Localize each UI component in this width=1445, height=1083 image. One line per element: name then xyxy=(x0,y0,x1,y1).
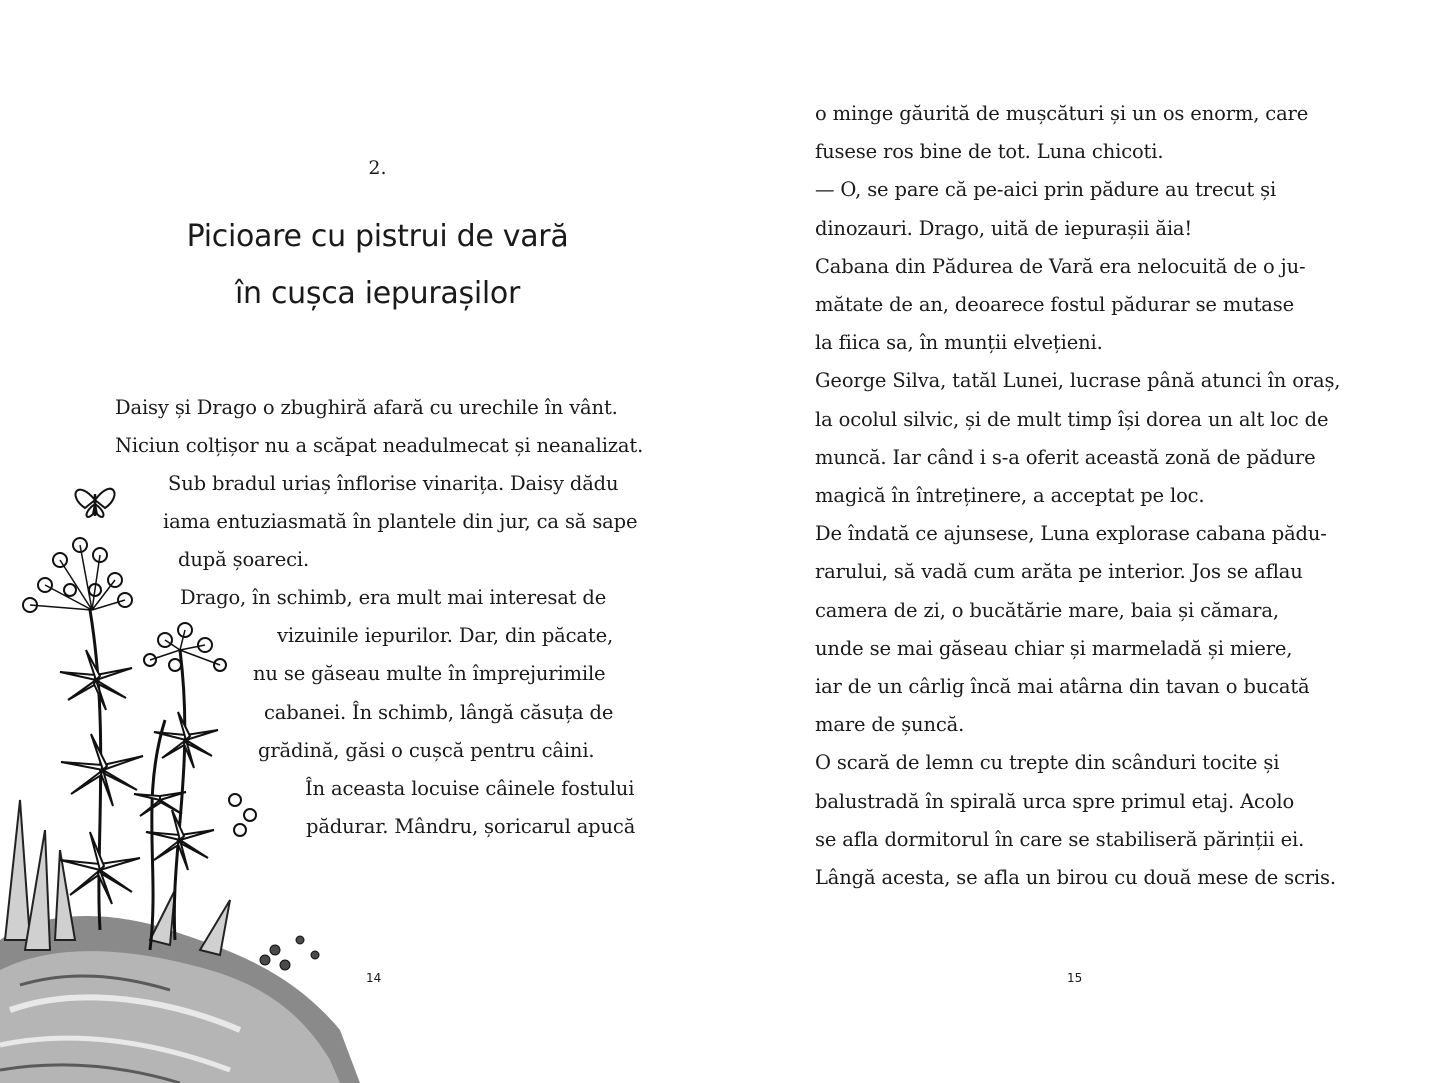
text-line: De îndată ce ajunsese, Luna explorase cabana pădu- xyxy=(815,522,1327,546)
text-line: se afla dormitorul în care se stabiliseră părinții ei. xyxy=(815,827,1305,851)
chapter-title-line: în cușca iepurașilor xyxy=(235,276,520,311)
text-line: vizuinile iepurilor. Dar, din păcate, xyxy=(277,624,614,647)
text-line: iama entuziasmată în plantele din jur, ca să sape xyxy=(163,510,638,533)
text-line: la ocolul silvic, și de mult timp își dorea un alt loc de xyxy=(815,407,1329,431)
chapter-title-line: Picioare cu pistrui de vară xyxy=(186,219,569,254)
text-line: muncă. Iar când i s-a oferit această zonă de pădure xyxy=(815,445,1316,469)
text-line: balustradă în spirală urca spre primul etaj. Acolo xyxy=(815,789,1295,813)
text-line: George Silva, tatăl Lunei, lucrase până atunci în oraș, xyxy=(815,369,1341,393)
page-number-right: 15 xyxy=(1067,971,1083,985)
text-line: magică în întreținere, a acceptat pe loc. xyxy=(815,484,1205,508)
text-line: după șoareci. xyxy=(178,548,309,571)
text-line: Drago, în schimb, era mult mai interesat de xyxy=(180,586,607,609)
text-line: dinozauri. Drago, uită de iepurașii ăia! xyxy=(815,216,1193,240)
left-page xyxy=(0,0,722,1083)
text-line: O scară de lemn cu trepte din scânduri tocite și xyxy=(815,751,1280,775)
text-line: iar de un cârlig încă mai atârna din tavan o bucată xyxy=(815,675,1310,699)
text-line: camera de zi, o bucătărie mare, baia și cămara, xyxy=(815,598,1279,622)
text-line: fusese ros bine de tot. Luna chicoti. xyxy=(815,140,1164,164)
text-line: mătate de an, deoarece fostul pădurar se mutase xyxy=(815,293,1295,317)
text-line: nu se găseau multe în împrejurimile xyxy=(253,662,606,685)
text-line: Lângă acesta, se afla un birou cu două mese de scris. xyxy=(815,866,1336,890)
chapter-number: 2. xyxy=(368,157,387,179)
chapter-title xyxy=(0,208,755,322)
text-line: mare de șuncă. xyxy=(815,713,965,737)
body-text xyxy=(815,95,1415,897)
text-line: pădurar. Mândru, șoricarul apucă xyxy=(306,815,636,838)
text-line: În aceasta locuise câinele fostului xyxy=(305,777,635,800)
text-line: cabanei. În schimb, lângă căsuța de xyxy=(264,701,614,724)
text-line: Sub bradul uriaș înflorise vinarița. Daisy dădu xyxy=(168,472,619,495)
text-line: rarului, să vadă cum arăta pe interior. Jos se aflau xyxy=(815,560,1303,584)
text-line: Daisy și Drago o zbughiră afară cu urechile în vânt. xyxy=(115,396,618,419)
right-page xyxy=(722,0,1445,1083)
text-line: Niciun colțișor nu a scăpat neadulmecat și neanalizat. xyxy=(115,434,644,457)
text-line: unde se mai găseau chiar și marmeladă și miere, xyxy=(815,636,1293,660)
page-number-left: 14 xyxy=(366,971,382,985)
text-line: o minge găurită de mușcături și un os enorm, care xyxy=(815,102,1309,125)
text-line: — O, se pare că pe-aici prin pădure au trecut și xyxy=(815,178,1277,202)
text-line: grădină, găsi o cușcă pentru câini. xyxy=(258,739,595,762)
text-line: Cabana din Pădurea de Vară era nelocuită de o ju- xyxy=(815,254,1306,278)
text-line: la fiica sa, în munții elvețieni. xyxy=(815,331,1103,355)
